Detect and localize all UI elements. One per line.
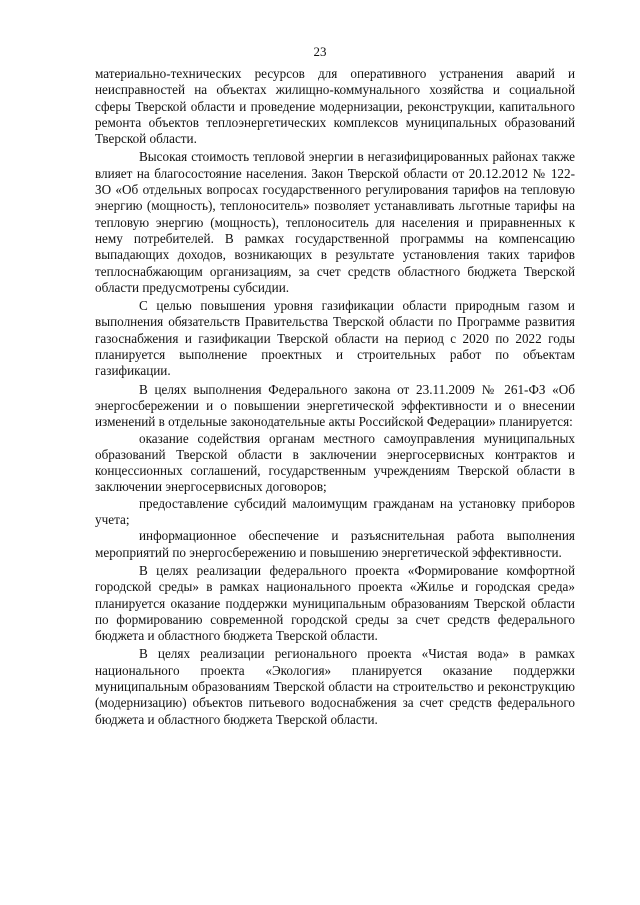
paragraph: материально-технических ресурсов для оперативного устранения аварий и неисправностей на объектах жилищно-коммунального хозяйства и социальной сферы Тверской области и проведение модернизации, реконструкции, капитального ремонта объектов теплоэнергетических комплексов муниципальных образований Тверской области. [95, 66, 575, 147]
list-item: предоставление субсидий малоимущим гражданам на установку приборов учета; [95, 495, 575, 528]
paragraph: В целях реализации регионального проекта «Чистая вода» в рамках национального проекта «Экология» планируется оказание поддержки муниципальным образованиям Тверской области на строительство и реконструкцию (модернизацию) объектов питьевого водоснабжения за счет средств федерального бюджета и областного бюджета Тверской области. [95, 646, 575, 727]
paragraph: Высокая стоимость тепловой энергии в негазифицированных районах также влияет на благосостояние населения. Закон Тверской области от 20.12.2012 № 122-ЗО «Об отдельных вопросах государственного регулирования тарифов на тепловую энергию (мощность), теплоноситель» позволяет устанавливать льготные тарифы на тепловую энергию (мощность), теплоноситель для населения и приравненных к нему потребителей. В рамках государственной программы на компенсацию выпадающих доходов, возникающих в результате установления таких тарифов теплоснабжающим организациям, за счет средств областного бюджета Тверской области предусмотрены субсидии. [95, 149, 575, 295]
page-number: 23 [313, 44, 327, 59]
paragraph: С целью повышения уровня газификации области природным газом и выполнения обязательств Правительства Тверской области по Программе развития газоснабжения и газификации Тверской области на период с 2020 по 2022 годы планируется выполнение проектных и строительных работ по объектам газификации. [95, 298, 575, 379]
document-body [95, 66, 575, 728]
list-item: информационное обеспечение и разъяснительная работа выполнения мероприятий по энергосбережению и повышению энергетической эффективности. [95, 528, 575, 560]
paragraph: В целях выполнения Федерального закона от 23.11.2009 № 261-ФЗ «Об энергосбережении и о повышении энергетической эффективности и о внесении изменений в отдельные законодательные акты Российской Федерации» планируется: [95, 381, 575, 430]
paragraph: В целях реализации федерального проекта «Формирование комфортной городской среды» в рамках национального проекта «Жилье и городская среда» планируется оказание поддержки муниципальным образованиям Тверской области по формированию современной городской среды за счет средств федерального бюджета и областного бюджета Тверской области. [95, 562, 575, 644]
list-item: оказание содействия органам местного самоуправления муниципальных образований Тверской области в заключении энергосервисных контрактов и концессионных соглашений, государственным учреждениям Тверской области в заключении энергосервисных договоров; [95, 430, 575, 495]
